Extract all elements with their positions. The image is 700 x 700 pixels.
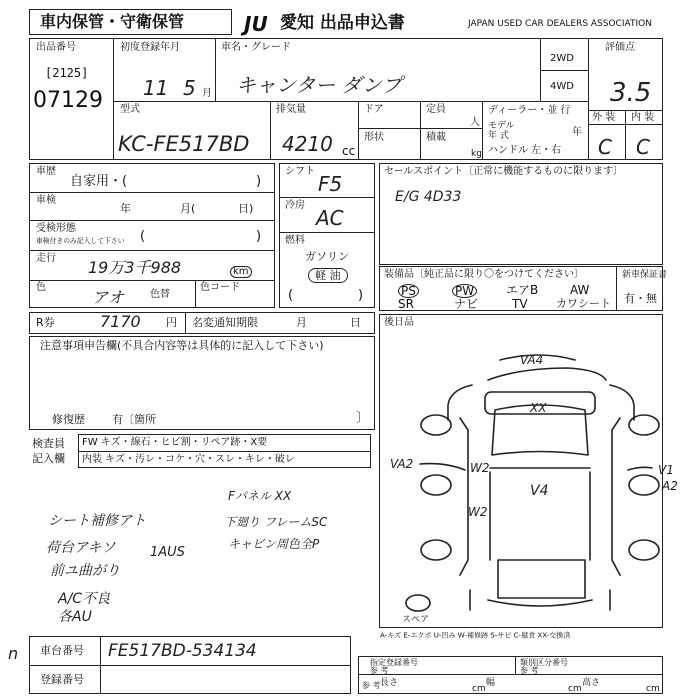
model-value: KC-FE517BD: [118, 132, 250, 156]
chassis-label: 車台番号: [40, 644, 84, 657]
equip-navi: ナビ: [454, 297, 479, 311]
fuel-gasoline: ガソリン: [305, 250, 349, 263]
diagram-mark-v1: V1: [658, 463, 674, 477]
dealer-year-unit: 年: [572, 127, 582, 138]
inspector-row2: 内装 キズ・汚レ・コケ・穴・スレ・キレ・破レ: [82, 454, 295, 465]
divider: [113, 101, 588, 102]
storage-label: 車内保管・守衛保管: [40, 12, 185, 31]
divider: [29, 280, 275, 281]
color-label: 色: [36, 282, 46, 293]
color-change-label: 色替: [150, 289, 170, 300]
fuel-close: ): [358, 288, 364, 303]
divider: [482, 101, 483, 160]
note-bed: 荷台アキソ: [46, 540, 116, 556]
divider: [279, 197, 375, 198]
inspector-label-2: 記入欄: [32, 452, 65, 465]
receipt-close: ): [256, 229, 262, 244]
equip-pw: PW: [452, 284, 477, 298]
org-title: 愛知 出品申込書: [280, 13, 405, 33]
inspection-month: 月(: [180, 202, 196, 215]
lot-sub-number: [2125]: [45, 66, 89, 80]
footer-width: 幅: [486, 678, 496, 688]
vehicle-name-label: 車名・グレード: [221, 42, 291, 53]
diagram-mark-w2-a: W2: [470, 461, 490, 475]
lot-label: 出品番号: [36, 42, 76, 53]
color-value: アオ: [92, 288, 124, 307]
divider: [588, 38, 589, 160]
divider: [195, 280, 196, 308]
mileage-value: 19万3千988: [88, 258, 182, 277]
divider: [29, 192, 275, 193]
grade-exterior-value: C: [598, 135, 612, 159]
divider: [113, 38, 114, 160]
capacity-label: 定員: [426, 104, 446, 115]
dealer-year: 年 式: [488, 131, 509, 141]
footer-height: 高さ: [582, 678, 601, 688]
displacement-unit: cc: [342, 144, 356, 158]
dealer-handle: ハンドル 左・右: [488, 145, 562, 156]
door-label: ドア: [364, 104, 384, 115]
shape-label: 形状: [364, 132, 384, 143]
footer-col1a: 指定登録番号: [370, 658, 418, 667]
fuel-diesel: 軽 油: [308, 268, 348, 283]
diagram-mark-xx: XX: [530, 401, 547, 415]
divider: [358, 674, 663, 675]
load-label: 積載: [426, 132, 446, 143]
footer-col2a: 類別区分番号: [520, 658, 568, 667]
note-front: 前ユ曲がり: [50, 563, 120, 579]
receipt-open: (: [140, 229, 146, 244]
repair-close: 〕: [356, 411, 370, 426]
divider: [616, 266, 617, 311]
recycle-value: 7170: [100, 312, 141, 331]
dealer-row1: ディーラー・並 行: [488, 105, 571, 116]
equip-seat: カワシート: [556, 297, 611, 310]
repair-label: 修復歴: [52, 413, 85, 426]
divider: [29, 220, 275, 221]
aircon-label: 冷房: [285, 200, 305, 211]
divider: [540, 70, 588, 71]
drive-4wd: 4WD: [550, 81, 574, 92]
grade-interior-label: 内 装: [631, 112, 655, 123]
equipment-label: 装備品〔純正品に限り〇をつけてください〕: [384, 269, 584, 280]
divider: [29, 250, 275, 251]
inspection-year: 年: [120, 202, 131, 215]
divider: [78, 451, 371, 452]
receipt-label: 受検形態: [36, 223, 76, 234]
divider: [588, 110, 663, 111]
footer-height-unit: cm: [646, 684, 660, 694]
equip-aw: AW: [570, 283, 590, 297]
ju-logo: JU: [244, 12, 268, 36]
note-cabin: キャビン周色全P: [228, 537, 320, 551]
lot-number: 07129: [33, 88, 103, 113]
repair-value: 有〔箇所: [112, 413, 156, 426]
divider: [358, 101, 359, 160]
divider: [358, 128, 482, 129]
divider: [29, 665, 351, 666]
displacement-label: 排気量: [276, 104, 306, 115]
divider: [625, 110, 626, 160]
shift-value: F5: [318, 172, 343, 196]
footer-width-unit: cm: [568, 684, 582, 694]
footer-length: 長さ: [380, 678, 399, 688]
inspector-label-1: 検査員: [32, 437, 65, 450]
registration-month: 5: [183, 76, 196, 100]
capacity-unit: 人: [470, 117, 480, 128]
displacement-value: 4210: [282, 132, 333, 156]
notes-label: 注意事項申告欄(不具合内容等は具体的に記入して下さい): [40, 339, 324, 352]
history-close: ): [256, 174, 262, 189]
grade-label: 評価点: [605, 42, 635, 53]
divider: [270, 101, 271, 160]
note-f-panel: Fパネル XX: [228, 489, 292, 503]
equip-ps: PS: [398, 284, 419, 298]
color-code-label: 色コード: [200, 282, 240, 293]
divider: [279, 232, 375, 233]
grade-exterior-label: 外 装: [592, 112, 616, 123]
diagram-mark-va2: VA2: [390, 457, 414, 471]
name-change-day: 日: [350, 316, 361, 329]
model-label: 型式: [120, 104, 140, 115]
divider: [185, 312, 186, 334]
sales-point-note: E/G 4D33: [395, 189, 462, 205]
fuel-label: 燃料: [285, 235, 305, 246]
history-value: 自家用・(: [70, 174, 128, 189]
equip-sr: SR: [398, 297, 414, 311]
registration-month-unit: 月: [202, 88, 212, 99]
recycle-unit: 円: [166, 316, 177, 329]
mileage-unit: km: [230, 266, 252, 278]
inspection-day: 日): [238, 202, 254, 215]
shift-label: シフト: [285, 166, 315, 177]
grade-value: 3.5: [610, 78, 652, 108]
aircon-value: AC: [316, 206, 344, 230]
footer-length-unit: cm: [472, 684, 486, 694]
diagram-mark-va4: VA4: [520, 353, 544, 367]
name-change-label: 名変通知期限: [192, 316, 258, 329]
spare-label: スペア: [402, 615, 430, 625]
equip-tv: TV: [512, 297, 528, 311]
divider: [588, 124, 663, 125]
note-seat: シート補修アト: [48, 513, 146, 529]
diagram-mark-w2-b: W2: [468, 505, 488, 519]
fuel-open: (: [288, 288, 294, 303]
footer-col1b: 参 考: [370, 666, 389, 675]
divider: [515, 656, 516, 674]
dealer-model: モデル: [488, 121, 515, 131]
registration-number-label: 登録番号: [40, 673, 84, 686]
diagram-mark-a2: A2: [662, 479, 678, 493]
warranty-label: 新車保証書: [622, 270, 668, 280]
divider: [420, 101, 421, 160]
recycle-label: R券: [36, 316, 55, 329]
damage-legend: A-キズ E-エクボ U-凹み W-補修跡 S-サビ C-腐食 XX-交換済: [380, 631, 571, 640]
footer-col2b: 参 考: [520, 666, 539, 675]
divider: [215, 38, 216, 101]
receipt-sub: 車検付きのみ記入して下さい: [36, 237, 125, 245]
registration-year: 11: [143, 76, 169, 100]
sales-point-box: [379, 163, 663, 265]
history-label: 車歴: [36, 166, 56, 177]
later-label: 後日品: [384, 317, 414, 328]
name-change-month: 月: [296, 316, 307, 329]
grade-interior-value: C: [636, 135, 650, 159]
load-unit: kg: [471, 149, 482, 159]
sales-point-label: セールスポイント〔正常に機能するものに限ります〕: [384, 166, 624, 177]
inspection-label: 車検: [36, 195, 56, 206]
chassis-value: FE517BD-534134: [108, 641, 257, 661]
footer-dims-label: 参 考: [362, 681, 381, 690]
note-bed-code: 1AUS: [150, 545, 185, 560]
org-subtitle: JAPAN USED CAR DEALERS ASSOCIATION: [468, 19, 652, 29]
drive-2wd: 2WD: [550, 53, 574, 64]
vehicle-name-value: キャンター ダンプ: [236, 73, 402, 97]
margin-mark: n: [8, 644, 19, 663]
diagram-mark-v4: V4: [530, 483, 549, 499]
note-frame: 下廻り フレームSC: [224, 515, 328, 529]
note-gauge: 各AU: [58, 609, 92, 625]
equip-airbag: エアB: [506, 283, 539, 297]
registration-label: 初度登録年月: [120, 42, 180, 53]
mileage-label: 走行: [36, 253, 56, 264]
inspector-row1: FW キズ・線石・ヒビ割・リペア跡・X要: [82, 437, 268, 448]
warranty-value: 有・無: [624, 292, 657, 305]
note-ac: A/C不良: [58, 591, 111, 607]
